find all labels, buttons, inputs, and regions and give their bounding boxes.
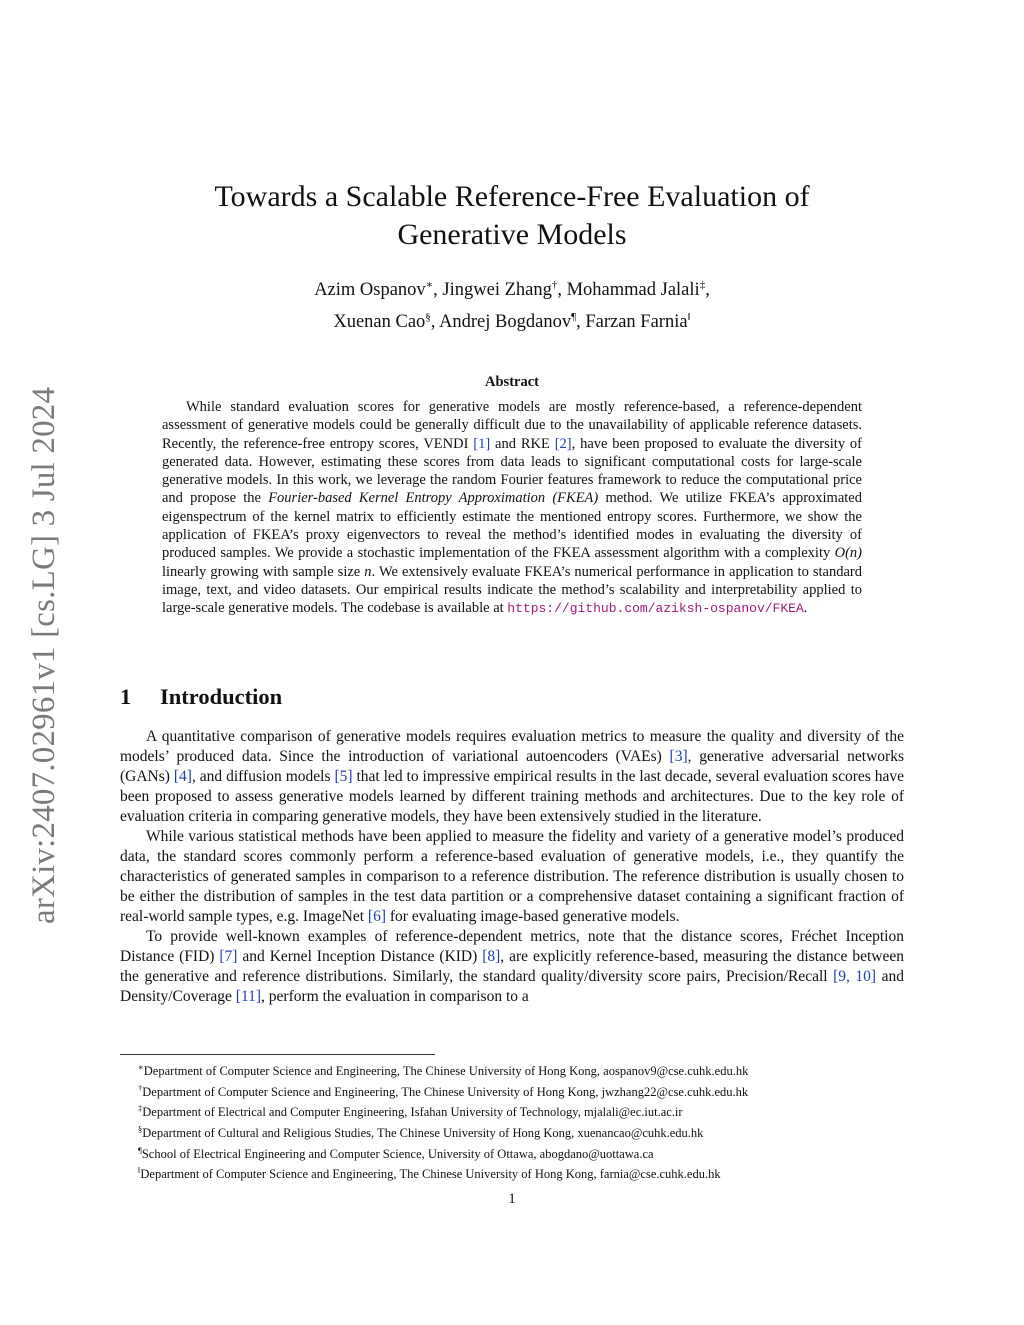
intro-paragraph (120, 827, 904, 927)
body-text: that led to impressive empirical results in the last decade, several evaluation scores have been proposed to assess generative models learned by different training methods and architectures. Due to the key role of evaluation criteria in comparing generative models, they have been extensively studied in the literature. (120, 768, 904, 825)
body-text: and Kernel Inception Distance (KID) (237, 948, 483, 965)
footnote-text: Department of Computer Science and Engineering, The Chinese University of Hong Kong, jwzhang22@cse.cuhk.edu.hk (142, 1084, 749, 1099)
abstract-emphasis: Fourier-based Kernel Entropy Approximation (FKEA) (268, 490, 599, 507)
citation-link[interactable]: [8] (482, 948, 501, 965)
footnote (120, 1121, 904, 1142)
citation-link[interactable]: [5] (334, 768, 353, 785)
citation-link[interactable]: [3] (669, 748, 688, 765)
footnote (120, 1059, 904, 1080)
body-text: and Density/Coverage (120, 968, 904, 1005)
body-text: , perform the evaluation in comparison to a (261, 988, 529, 1005)
author-mark: ∗ (425, 279, 434, 291)
footnote-mark: ‡ (138, 1103, 143, 1114)
author-name: Farzan Farnia (585, 312, 688, 333)
citation-link[interactable]: [1] (473, 435, 491, 452)
footnotes (120, 1059, 904, 1183)
author-mark: ‡ (699, 279, 706, 291)
author-mark: † (551, 279, 558, 291)
footnote (120, 1162, 904, 1183)
codebase-url-link[interactable]: https://github.com/aziksh-ospanov/FKEA (507, 601, 804, 617)
footnote-mark: ¶ (138, 1144, 142, 1155)
author-name: Xuenan Cao (333, 312, 426, 333)
author-separator: , (430, 312, 440, 333)
abstract-heading: Abstract (485, 374, 539, 390)
arxiv-identifier-sidebar: arXiv:2407.02961v1 [cs.LG] 3 Jul 2024 (26, 386, 62, 924)
intro-paragraph (120, 927, 904, 1007)
body-text: for evaluating image-based generative models. (386, 908, 680, 925)
body-text: To provide well-known examples of reference-dependent metrics, note that the distance scores, Fréchet Inception Distance (FID) (120, 928, 904, 965)
paper-title (120, 178, 904, 254)
author-name: Andrej Bogdanov (439, 312, 572, 333)
abstract-text: While standard evaluation scores for generative models are mostly reference-based, a reference-dependent assessment of generative models could be generally difficult due to the unavailability of applicable reference datasets. Recently, the reference-free entropy scores, VENDI (162, 399, 862, 452)
footnote (120, 1100, 904, 1121)
section-heading (120, 684, 282, 710)
author-mark: ‖ (687, 311, 691, 324)
body-text: , generative adversarial networks (GANs) (120, 748, 904, 785)
body-text: , and diffusion models (191, 768, 335, 785)
abstract-text: and RKE (490, 435, 555, 452)
abstract-text: linearly growing with sample size (162, 563, 365, 580)
footnote (120, 1080, 904, 1101)
author-list (120, 272, 904, 336)
intro-paragraph (120, 727, 904, 827)
citation-link[interactable]: [11] (235, 988, 262, 1005)
citation-link[interactable]: [9, 10] (833, 968, 877, 985)
footnote-mark: † (138, 1082, 143, 1093)
title-line: Generative Models (397, 218, 627, 251)
body-text: A quantitative comparison of generative models requires evaluation metrics to measure the quality and diversity of the models’ produced data. Since the introduction of variational autoencoders (VAEs) (120, 728, 904, 765)
body-text: While various statistical methods have been applied to measure the fidelity and variety of a generative model’s produced data, the standard scores commonly perform a reference-based evaluation of generative models, i.e., they quantify the characteristics of generated samples in comparison to a reference distribution. The reference distribution is usually chosen to be either the distribution of samples in the test data partition or a comprehensive dataset containing a significant fraction of real-world sample types, e.g. ImageNet (120, 828, 904, 925)
author-mark: § (425, 311, 431, 324)
author-separator: , (433, 280, 443, 301)
footnote-mark: § (138, 1123, 143, 1134)
abstract-text: , have been proposed to evaluate the diversity of generated data. However, estimating these scores from data leads to significant computational costs for large-scale generative models. In this work, we leverage the random Fourier features framework to reduce the computational price and propose the (162, 435, 863, 507)
page-number: 1 (508, 1191, 516, 1207)
body-text: , are explicitly reference-based, measuring the distance between the generative and reference distributions. Similarly, the standard quality/diversity score pairs, Precision/Recall (120, 948, 905, 985)
footnote-divider (120, 1054, 435, 1055)
abstract-text: . (803, 600, 808, 617)
section-number: 1 (120, 684, 132, 709)
citation-link[interactable]: [4] (173, 768, 192, 785)
title-line: Towards a Scalable Reference-Free Evaluation of (214, 180, 810, 213)
math-variable: n (364, 563, 372, 580)
abstract-paragraph (162, 398, 862, 619)
citation-link[interactable]: [6] (367, 908, 386, 925)
footnote-text: School of Electrical Engineering and Computer Science, University of Ottawa, abogdano@uottawa.ca (141, 1146, 654, 1161)
author-separator: , (705, 280, 710, 301)
footnote-text: Department of Electrical and Computer Engineering, Isfahan University of Technology, mjalali@ec.iut.ac.ir (142, 1105, 683, 1120)
author-line (120, 272, 904, 304)
footnote (120, 1142, 904, 1163)
footnote-text: Department of Computer Science and Engineering, The Chinese University of Hong Kong, farnia@cse.cuhk.edu.hk (140, 1167, 721, 1182)
citation-link[interactable]: [7] (219, 948, 238, 965)
author-line (120, 304, 904, 336)
citation-link[interactable]: [2] (554, 435, 572, 452)
author-name: Azim Ospanov (314, 280, 426, 301)
footnote-mark: ‖ (138, 1165, 141, 1176)
math-expression: O(n) (834, 545, 862, 562)
author-name: Mohammad Jalali (566, 280, 700, 301)
author-separator: , (576, 312, 586, 333)
footnote-text: Department of Cultural and Religious Studies, The Chinese University of Hong Kong, xuenancao@cuhk.edu.hk (142, 1126, 704, 1141)
section-title: Introduction (160, 684, 283, 709)
footnote-mark: ∗ (138, 1062, 144, 1072)
author-mark: ¶ (571, 311, 577, 324)
author-separator: , (557, 280, 567, 301)
author-name: Jingwei Zhang (442, 280, 552, 301)
footnote-text: Department of Computer Science and Engineering, The Chinese University of Hong Kong, aospanov9@cse.cuhk.edu.hk (143, 1064, 749, 1079)
abstract-text: . We extensively evaluate FKEA’s numerical performance in application to standard image, text, and video datasets. Our empirical results indicate the method’s scalability and interpretability applied to large-scale generative models. The codebase is available at (162, 563, 862, 617)
abstract-body (162, 398, 862, 619)
abstract-text: method. We utilize FKEA’s approximated eigenspectrum of the kernel matrix to efficiently estimate the mentioned entropy scores. Furthermore, we show the application of FKEA’s proxy eigenvectors to reveal the method’s identified modes in evaluating the diversity of produced samples. We provide a stochastic implementation of the FKEA assessment algorithm with a complexity (162, 490, 862, 562)
introduction-body (120, 727, 904, 1007)
